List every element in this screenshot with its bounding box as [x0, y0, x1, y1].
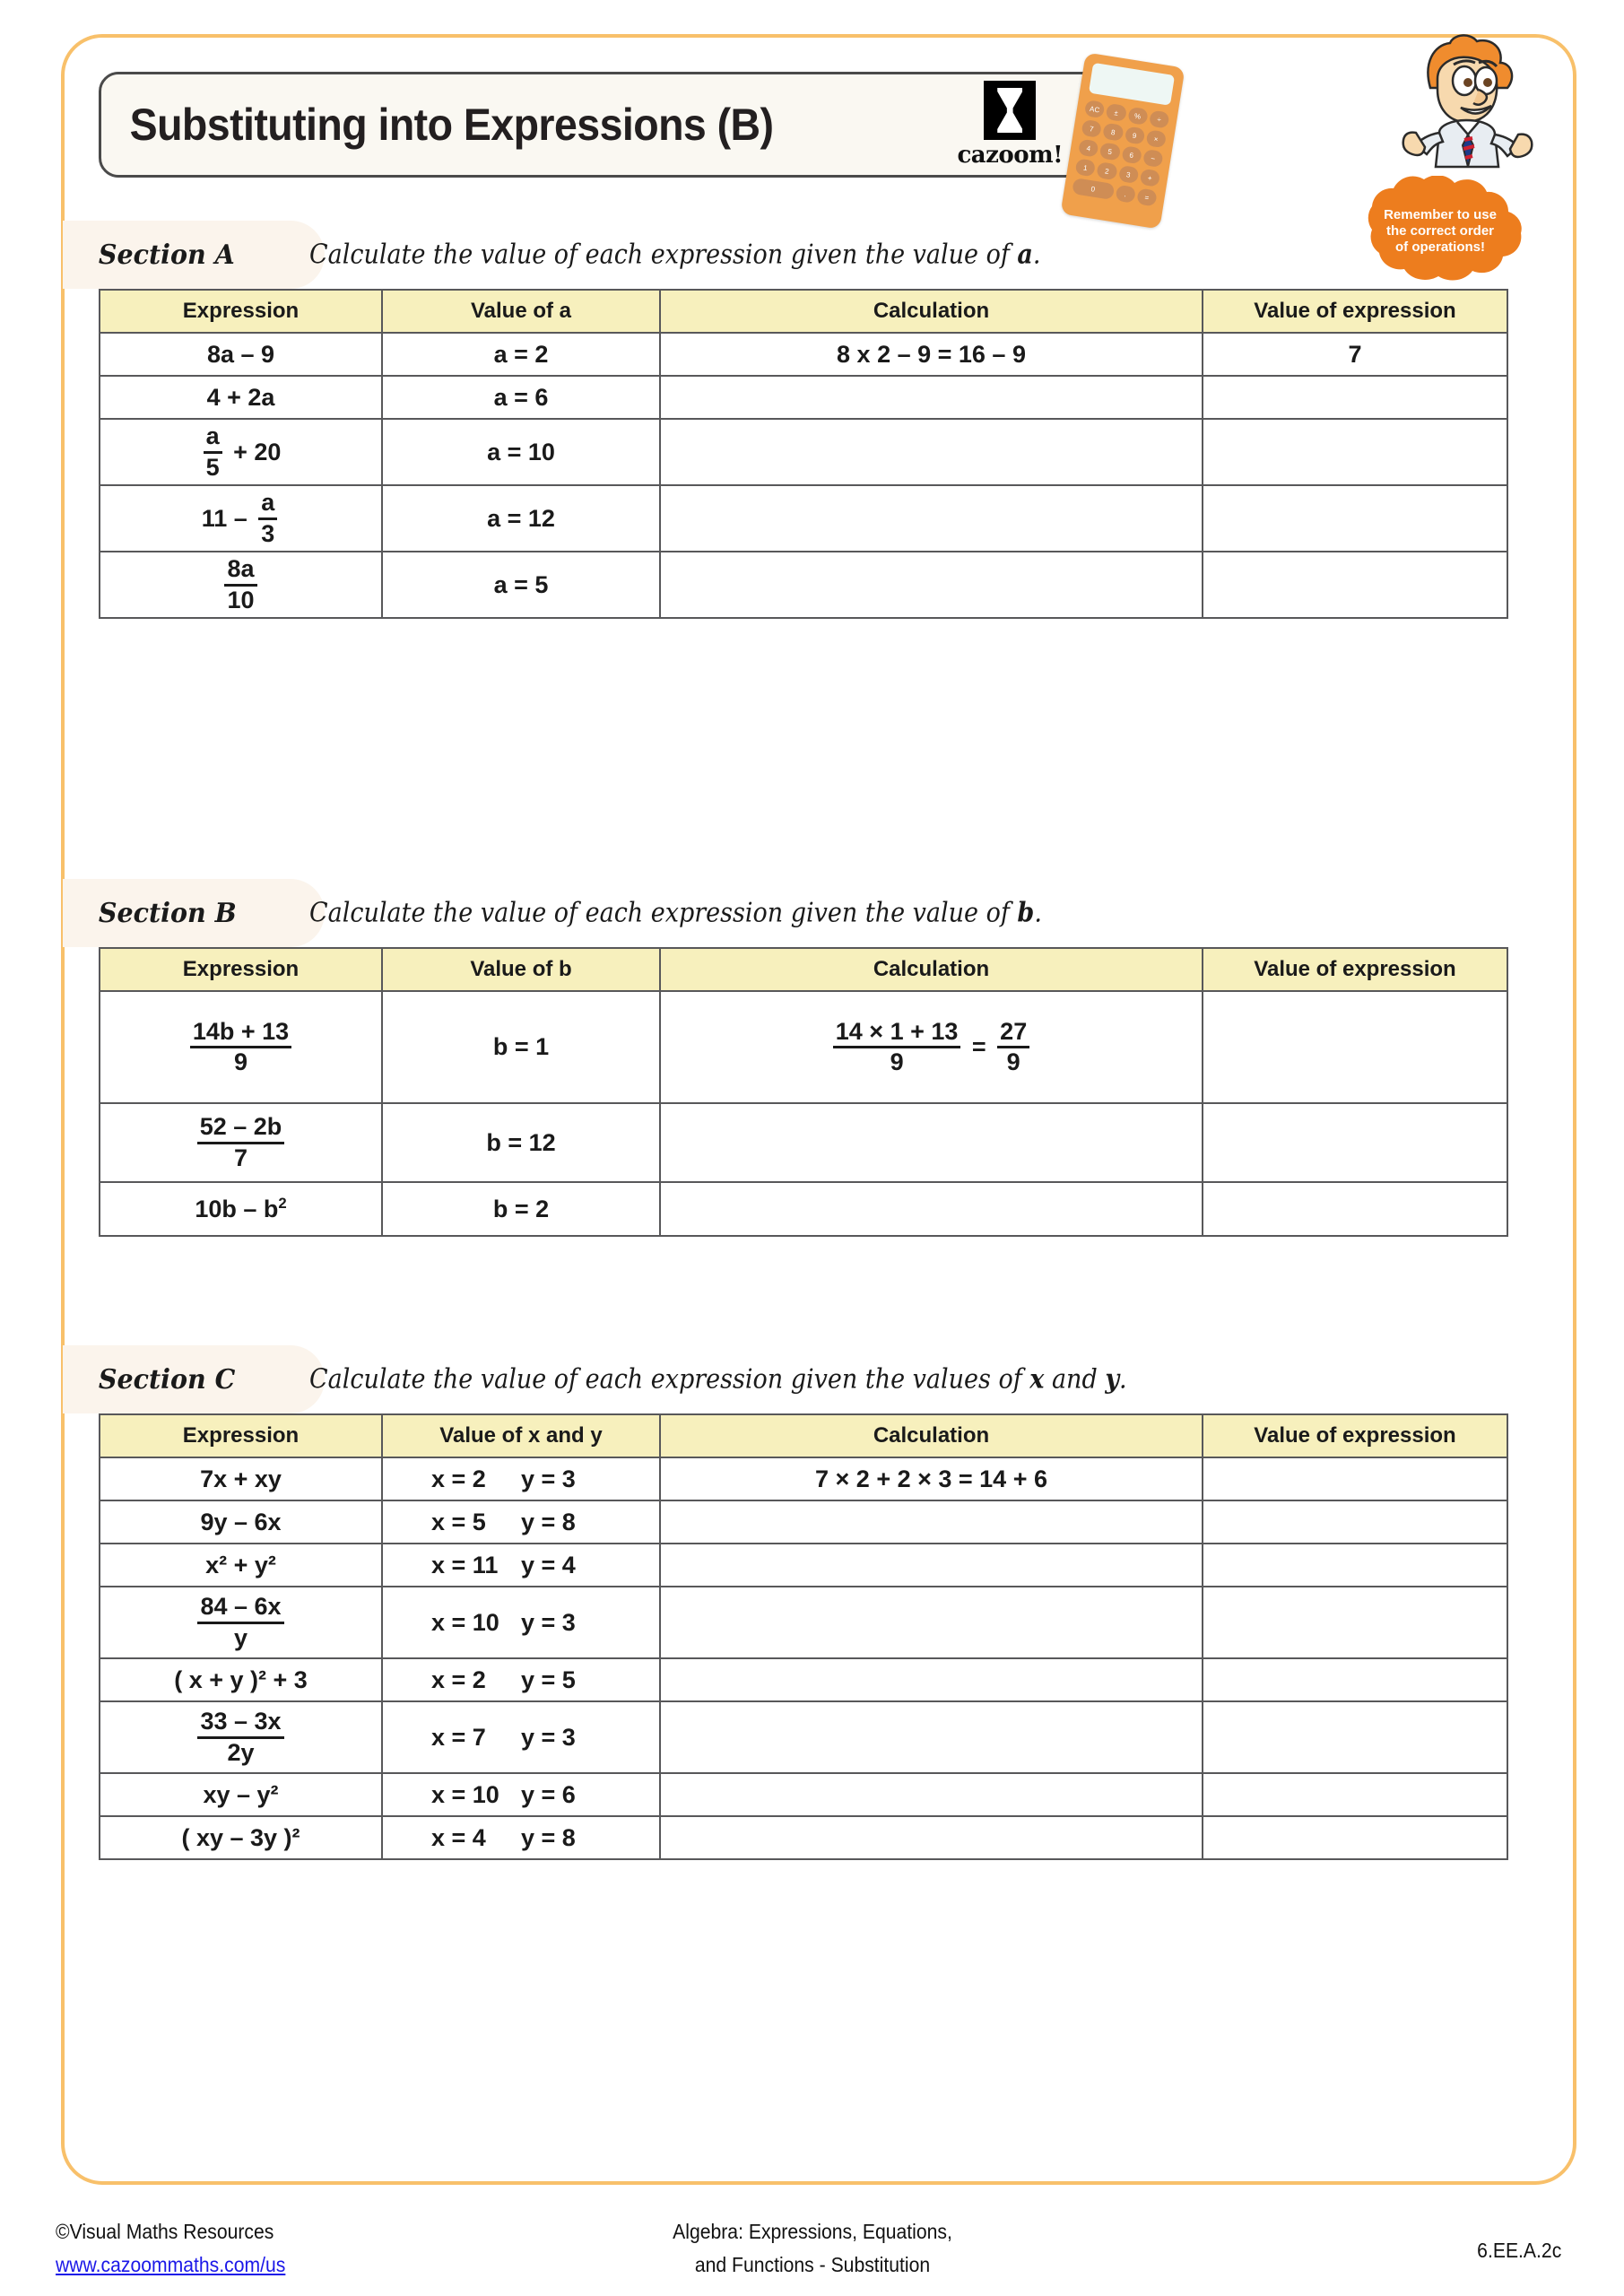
expression-cell: xy – y²	[100, 1773, 382, 1816]
value-y: y = 4	[521, 1551, 576, 1578]
section-label-pill	[63, 221, 325, 289]
value-cell	[382, 552, 660, 618]
table-row	[100, 991, 1507, 1103]
worksheet-table	[99, 1413, 1508, 1860]
table-row	[100, 1457, 1507, 1500]
column-header-1: Expression	[100, 948, 382, 991]
calculator-key-0: 0	[1072, 178, 1115, 200]
expression-cell	[100, 991, 382, 1103]
fraction-numerator: 14 × 1 + 13	[835, 1017, 959, 1045]
value-y: y = 8	[521, 1508, 576, 1535]
value-text: a = 10	[487, 438, 555, 465]
calculation-cell[interactable]	[660, 1103, 1203, 1182]
exponent: 2	[278, 1195, 287, 1212]
column-header-3: Calculation	[660, 948, 1203, 991]
instruction-variable: b	[1017, 897, 1035, 929]
tip-line-2: the correct order	[1385, 222, 1495, 239]
answer-cell[interactable]	[1203, 552, 1507, 618]
fraction-numerator: 84 – 6x	[200, 1593, 282, 1621]
calculation-cell[interactable]	[660, 1544, 1203, 1587]
table-header-row	[100, 1414, 1507, 1457]
fraction-denominator: 3	[258, 517, 277, 547]
value-x: x = 11	[431, 1551, 499, 1578]
value-y: y = 3	[521, 1723, 576, 1751]
calculator-key-5: 5	[1099, 142, 1121, 161]
fraction-numerator: a	[261, 489, 275, 517]
fraction-denominator: 9	[833, 1046, 961, 1075]
standard-code: 6.EE.A.2c	[1476, 2239, 1561, 2262]
value-x: x = 10	[431, 1780, 499, 1808]
instruction-variable: x	[1029, 1363, 1045, 1396]
answer-cell[interactable]	[1203, 485, 1507, 552]
calculation-cell[interactable]	[660, 485, 1203, 552]
fraction-numerator: 52 – 2b	[199, 1113, 282, 1141]
tip-line-3: of operations!	[1395, 239, 1485, 256]
value-text: a = 5	[493, 570, 549, 598]
value-text: b = 1	[492, 1033, 550, 1060]
column-header-2: Value of a	[382, 290, 660, 333]
value-cell	[382, 1103, 660, 1182]
calculation-cell[interactable]: 8 x 2 – 9 = 16 – 9	[660, 333, 1203, 376]
calculator-key-=: =	[1136, 187, 1158, 206]
calculator-key-+: +	[1139, 169, 1160, 187]
fraction-denominator: 9	[190, 1046, 291, 1075]
table-row	[100, 1587, 1507, 1658]
hourglass-icon	[984, 81, 1036, 140]
table-row	[100, 376, 1507, 419]
answer-cell[interactable]	[1203, 1701, 1507, 1773]
calculation-cell[interactable]	[660, 419, 1203, 485]
value-cell	[382, 1701, 660, 1773]
value-cell	[382, 1457, 660, 1500]
value-cell	[382, 1544, 660, 1587]
section-instruction: Calculate the value of each expression given the values of x and y.	[309, 1363, 1127, 1396]
table-row	[100, 1182, 1507, 1236]
copyright-text: ©Visual Maths Resources	[56, 2220, 274, 2243]
column-header-4: Value of expression	[1203, 948, 1507, 991]
section-header	[63, 879, 1575, 947]
expression-cell	[100, 1182, 382, 1236]
expression-cell: ( xy – 3y )²	[100, 1816, 382, 1859]
table-row	[100, 552, 1507, 618]
instruction-variable: a	[1017, 239, 1033, 271]
answer-cell[interactable]	[1203, 1773, 1507, 1816]
fraction	[258, 490, 277, 546]
calculation-cell[interactable]	[660, 1500, 1203, 1544]
calculator-key-3: 3	[1117, 165, 1139, 184]
fraction-result	[997, 1019, 1029, 1075]
value-y: y = 6	[521, 1780, 576, 1808]
fraction-denominator: 7	[197, 1142, 285, 1171]
equals-sign: =	[965, 1033, 994, 1060]
value-x: x = 7	[431, 1723, 486, 1751]
value-y: y = 3	[521, 1465, 576, 1492]
calculator-key-−: −	[1142, 149, 1164, 168]
answer-cell[interactable]	[1203, 1658, 1507, 1701]
value-y: y = 5	[521, 1665, 576, 1693]
column-header-1: Expression	[100, 1414, 382, 1457]
expression-suffix: + 20	[226, 438, 282, 465]
answer-cell[interactable]	[1203, 1457, 1507, 1500]
value-x: x = 2	[431, 1665, 486, 1693]
calculation-cell[interactable]: 7 × 2 + 2 × 3 = 14 + 6	[660, 1457, 1203, 1500]
calculator-key-2: 2	[1096, 161, 1117, 180]
calculation-cell[interactable]	[660, 1182, 1203, 1236]
value-text: a = 2	[493, 340, 549, 368]
page-title: Substituting into Expressions (B)	[129, 100, 774, 150]
value-x: x = 10	[431, 1608, 499, 1636]
calculator-key-9: 9	[1124, 126, 1145, 144]
fraction-denominator: 5	[204, 451, 222, 481]
value-y: y = 3	[521, 1608, 576, 1636]
answer-cell[interactable]	[1203, 991, 1507, 1103]
calculator-key-×: ×	[1145, 129, 1167, 148]
tip-line-1: Remember to use	[1384, 206, 1497, 222]
section-instruction: Calculate the value of each expression given the value of a.	[309, 239, 1041, 271]
fraction	[197, 1594, 283, 1650]
calculator-key-8: 8	[1102, 123, 1124, 142]
fraction-numerator: 14b + 13	[192, 1017, 290, 1045]
fraction-numerator: a	[205, 422, 220, 450]
column-header-2: Value of b	[382, 948, 660, 991]
topic-line-1: Algebra: Expressions, Equations,	[672, 2220, 952, 2243]
calculation-cell[interactable]	[660, 552, 1203, 618]
answer-cell[interactable]	[1203, 419, 1507, 485]
expression-cell	[100, 485, 382, 552]
answer-cell[interactable]	[1203, 1500, 1507, 1544]
value-cell	[382, 1816, 660, 1859]
table-header-row	[100, 948, 1507, 991]
calculator-key-%: %	[1127, 107, 1149, 126]
calculation-cell[interactable]	[660, 1816, 1203, 1859]
value-x: x = 5	[431, 1508, 486, 1535]
column-header-3: Calculation	[660, 290, 1203, 333]
section-label-pill	[63, 1345, 325, 1413]
mascot-character-icon	[1384, 32, 1536, 194]
table-row	[100, 485, 1507, 552]
instruction-variable-2: y	[1105, 1363, 1120, 1396]
value-text: a = 12	[487, 504, 555, 532]
column-header-2: Value of x and y	[382, 1414, 660, 1457]
footer-left	[56, 2215, 285, 2282]
calculation-cell[interactable]	[660, 1773, 1203, 1816]
expression-cell	[100, 552, 382, 618]
value-cell	[382, 1587, 660, 1658]
answer-cell[interactable]	[1203, 1587, 1507, 1658]
expression-cell	[100, 1587, 382, 1658]
value-cell	[382, 1182, 660, 1236]
topic-line-2: and Functions - Substitution	[694, 2252, 930, 2276]
answer-cell[interactable]	[1203, 1103, 1507, 1182]
value-cell	[382, 485, 660, 552]
fraction-numerator: 33 – 3x	[200, 1708, 282, 1735]
section-b	[63, 879, 1575, 1237]
value-cell	[382, 376, 660, 419]
fraction	[197, 1114, 285, 1170]
table-row	[100, 1773, 1507, 1816]
table-row	[100, 1544, 1507, 1587]
value-cell	[382, 1500, 660, 1544]
calculator-screen	[1089, 63, 1175, 106]
expression-cell: 7x + xy	[100, 1457, 382, 1500]
column-header-4: Value of expression	[1203, 1414, 1507, 1457]
calculator-key-±: ±	[1106, 103, 1127, 122]
calculation-cell[interactable]	[660, 376, 1203, 419]
fraction	[833, 1019, 961, 1075]
worksheet-table	[99, 289, 1508, 619]
expression-cell: x² + y²	[100, 1544, 382, 1587]
expression-with-exponent: $10b - b^2$	[195, 1195, 287, 1222]
section-instruction: Calculate the value of each expression given the value of b.	[309, 897, 1042, 929]
fraction-denominator: 9	[997, 1046, 1029, 1075]
calculator-key-÷: ÷	[1149, 110, 1170, 129]
value-cell	[382, 419, 660, 485]
fraction	[197, 1709, 283, 1765]
value-cell	[382, 991, 660, 1103]
page-footer	[0, 2208, 1624, 2296]
section-header	[63, 1345, 1575, 1413]
table-row	[100, 419, 1507, 485]
calculator-key-7: 7	[1081, 119, 1102, 138]
section-label: Section C	[98, 1363, 236, 1396]
answer-cell[interactable]	[1203, 1182, 1507, 1236]
table-row	[100, 1500, 1507, 1544]
value-text: b = 12	[486, 1128, 556, 1156]
website-link[interactable]: www.cazoommaths.com/us	[56, 2252, 286, 2276]
fraction	[224, 556, 256, 613]
answer-cell[interactable]	[1203, 1816, 1507, 1859]
table-row	[100, 1816, 1507, 1859]
section-label: Section A	[98, 239, 235, 271]
value-cell	[382, 1658, 660, 1701]
calculation-cell[interactable]	[660, 1658, 1203, 1701]
calculator-key-.: .	[1115, 185, 1136, 204]
answer-cell[interactable]	[1203, 1544, 1507, 1587]
footer-topic	[673, 2215, 952, 2282]
table-row	[100, 333, 1507, 376]
expression-cell	[100, 1701, 382, 1773]
value-x: x = 2	[431, 1465, 486, 1492]
calculator-key-6: 6	[1121, 145, 1142, 164]
calculation-cell[interactable]	[660, 1701, 1203, 1773]
expression-cell	[100, 1103, 382, 1182]
fraction-numerator: 8a	[227, 555, 255, 583]
section-label-pill	[63, 879, 325, 947]
fraction	[190, 1019, 291, 1075]
expression-cell	[100, 419, 382, 485]
fraction-denominator: y	[197, 1622, 283, 1651]
value-text: a = 6	[493, 383, 549, 411]
value-text: b = 2	[492, 1195, 550, 1222]
section-c	[63, 1345, 1575, 1860]
calculation-cell[interactable]	[660, 991, 1203, 1103]
logo-wordmark: cazoom!	[957, 142, 1063, 169]
value-cell	[382, 333, 660, 376]
calculator-key-AC: AC	[1084, 100, 1106, 118]
fraction-numerator: 27	[1000, 1017, 1028, 1045]
column-header-4: Value of expression	[1203, 290, 1507, 333]
fraction-denominator: 2y	[197, 1736, 283, 1766]
column-header-1: Expression	[100, 290, 382, 333]
fraction	[204, 423, 222, 480]
worksheet-title-box	[99, 72, 1103, 178]
table-row	[100, 1701, 1507, 1773]
calculation-cell[interactable]	[660, 1587, 1203, 1658]
table-row	[100, 1658, 1507, 1701]
calculator-key-1: 1	[1075, 158, 1097, 177]
table-header-row	[100, 290, 1507, 333]
cazoom-logo	[957, 81, 1063, 169]
section-label: Section B	[98, 897, 237, 929]
expression-cell: 9y – 6x	[100, 1500, 382, 1544]
calculator-key-4: 4	[1078, 139, 1099, 158]
answer-cell[interactable]: 7	[1203, 333, 1507, 376]
value-x: x = 4	[431, 1823, 486, 1851]
worksheet-table	[99, 947, 1508, 1237]
column-header-3: Calculation	[660, 1414, 1203, 1457]
value-cell	[382, 1773, 660, 1816]
value-y: y = 8	[521, 1823, 576, 1851]
answer-cell[interactable]	[1203, 376, 1507, 419]
expression-cell: ( x + y )² + 3	[100, 1658, 382, 1701]
expression-cell: 4 + 2a	[100, 376, 382, 419]
calculator-keys	[1072, 100, 1169, 206]
table-row	[100, 1103, 1507, 1182]
expression-cell: 8a – 9	[100, 333, 382, 376]
expression-prefix: 11 –	[201, 504, 255, 532]
fraction-denominator: 10	[224, 584, 256, 613]
